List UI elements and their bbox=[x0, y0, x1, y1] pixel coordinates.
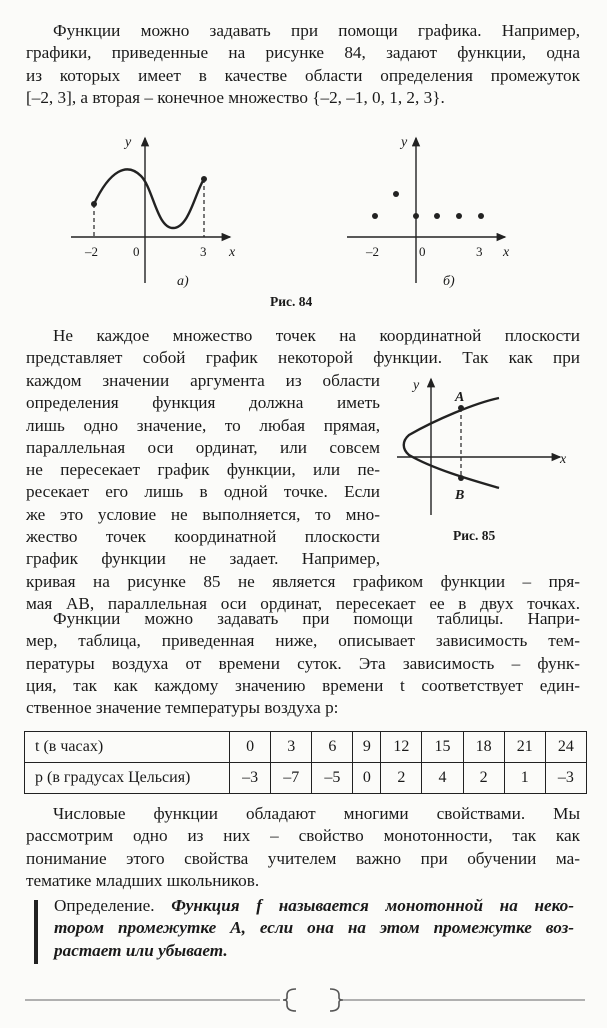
parabola-curve bbox=[404, 398, 499, 488]
endpoint bbox=[91, 201, 97, 207]
table-cell: –3 bbox=[545, 763, 586, 794]
table-cell: 24 bbox=[545, 732, 586, 763]
point bbox=[456, 213, 462, 219]
point bbox=[393, 191, 399, 197]
table-cell: 12 bbox=[381, 732, 422, 763]
text-line: тематике младших школьников. bbox=[26, 870, 260, 890]
text-line: лишь одно значение, то любая прямая, bbox=[26, 415, 380, 435]
table-cell: 4 bbox=[422, 763, 463, 794]
axis-label-x: x bbox=[560, 452, 567, 467]
point bbox=[413, 213, 419, 219]
text-line: из которых имеет в качестве области определения промежуток bbox=[26, 65, 580, 85]
tick-label: –2 bbox=[366, 244, 379, 259]
tick-label: –2 bbox=[85, 244, 98, 259]
text-line: ция, так как каждому значению времени t соответствует един- bbox=[26, 675, 580, 695]
text-line: Функции можно задавать при помощи графика. Например, bbox=[53, 21, 580, 40]
tick-label: 0 bbox=[133, 244, 140, 259]
table-cell: 2 bbox=[381, 763, 422, 794]
axis-label-y: y bbox=[413, 378, 420, 393]
text-line: же это условие не выполняется, то мно- bbox=[26, 504, 380, 524]
temperature-table bbox=[24, 731, 587, 794]
figure-84-graph-a bbox=[65, 128, 240, 293]
text-line: ресекает его лишь в одной точке. Если bbox=[26, 482, 380, 502]
definition-bar bbox=[34, 900, 38, 964]
axis-label-x: x bbox=[229, 245, 236, 260]
function-curve bbox=[94, 169, 204, 228]
table-cell: –3 bbox=[230, 763, 271, 794]
definition-block bbox=[54, 895, 574, 962]
text-line: параллельная оси ординат, или совсем bbox=[26, 437, 380, 457]
text-line: каждом значении аргумента из области bbox=[26, 371, 380, 390]
tick-label: 0 bbox=[419, 244, 426, 259]
endpoint bbox=[201, 176, 207, 182]
table-cell: 18 bbox=[463, 732, 504, 763]
table-row-header: p (в градусах Цельсия) bbox=[25, 763, 230, 794]
definition-prefix: Определение. bbox=[54, 896, 155, 915]
point-a bbox=[458, 405, 464, 411]
paragraph-3 bbox=[26, 608, 580, 719]
text-line: [–2, 3], а вторая – конечное множество {–2, –1, 0, 1, 2, 3}. bbox=[26, 87, 445, 107]
definition-line-2 bbox=[54, 917, 574, 939]
tick-label: 3 bbox=[200, 244, 207, 259]
text-line: понимание этого свойства учителем важно при обучении ма- bbox=[26, 848, 580, 868]
text-line: Числовые функции обладают многими свойствами. Мы bbox=[53, 804, 580, 823]
figure-84-graph-b bbox=[343, 128, 518, 293]
definition-text: Функция f называется монотонной на неко- bbox=[171, 896, 575, 915]
table-cell: 15 bbox=[422, 732, 463, 763]
table-cell: 9 bbox=[353, 732, 381, 763]
table-cell: 1 bbox=[504, 763, 545, 794]
text-line: Не каждое множество точек на координатной плоскости bbox=[53, 326, 580, 345]
text-line: мая AB, параллельная оси ординат, пересекает ее в двух точках. bbox=[26, 594, 580, 614]
text-line: рассмотрим одно из них – свойство монотонности, так как bbox=[26, 826, 580, 846]
table-cell: 0 bbox=[230, 732, 271, 763]
table-cell: 21 bbox=[504, 732, 545, 763]
graph-label: б) bbox=[443, 274, 455, 289]
table-row bbox=[25, 763, 587, 794]
text-line: жество точек координатной плоскости bbox=[26, 527, 380, 547]
text-line: ственное значение температуры воздуха p: bbox=[26, 698, 339, 718]
table-row bbox=[25, 732, 587, 763]
text-line: определения функция должна иметь bbox=[26, 393, 380, 413]
table-cell: –5 bbox=[312, 763, 353, 794]
text-line: кривая на рисунке 85 не является графиком функции – пря- bbox=[26, 572, 580, 591]
axis-label-y: y bbox=[401, 135, 408, 150]
text-line: график функции не задает. Например, bbox=[26, 549, 380, 569]
point bbox=[434, 213, 440, 219]
table-cell: 0 bbox=[353, 763, 381, 794]
figure-85-caption: Рис. 85 bbox=[453, 528, 496, 543]
text-line: мер, таблица, приведенная ниже, описывает зависимость тем- bbox=[26, 631, 580, 651]
axis-label-x: x bbox=[503, 245, 510, 260]
text-line: не пересекает график функции, или пе- bbox=[26, 460, 380, 480]
point-b-label: B bbox=[455, 488, 465, 503]
figure-85-graph bbox=[395, 375, 580, 520]
table-cell: –7 bbox=[271, 763, 312, 794]
point-b bbox=[458, 475, 464, 481]
definition-text: растает или убывает. bbox=[54, 940, 228, 960]
paragraph-2-top bbox=[26, 325, 580, 370]
graph-label: а) bbox=[177, 274, 189, 289]
table-cell: 6 bbox=[312, 732, 353, 763]
text-line: Функции можно задавать при помощи таблицы. Напри- bbox=[53, 609, 580, 628]
text-line: представляет собой график некоторой функции. Так как при bbox=[26, 348, 580, 368]
paragraph-1 bbox=[26, 20, 580, 109]
axis-label-y: y bbox=[125, 135, 132, 150]
text-line: графики, приведенные на рисунке 84, задают функции, одна bbox=[26, 43, 580, 63]
definition-line-1 bbox=[54, 895, 574, 917]
table-cell: 3 bbox=[271, 732, 312, 763]
paragraph-4 bbox=[26, 803, 580, 892]
definition-text: тором промежутке A, если она на этом промежутке воз- bbox=[54, 918, 574, 938]
table-cell: 2 bbox=[463, 763, 504, 794]
point bbox=[478, 213, 484, 219]
table-row-header: t (в часах) bbox=[25, 732, 230, 763]
definition-line-3 bbox=[54, 940, 574, 962]
point-a-label: A bbox=[455, 390, 465, 405]
point bbox=[372, 213, 378, 219]
paragraph-2-narrow bbox=[26, 370, 380, 571]
text-line: пературы воздуха от времени суток. Эта зависимость – функ- bbox=[26, 653, 580, 673]
page-footer-ornament bbox=[0, 985, 607, 1015]
tick-label: 3 bbox=[476, 244, 483, 259]
figure-84-caption: Рис. 84 bbox=[270, 294, 313, 309]
